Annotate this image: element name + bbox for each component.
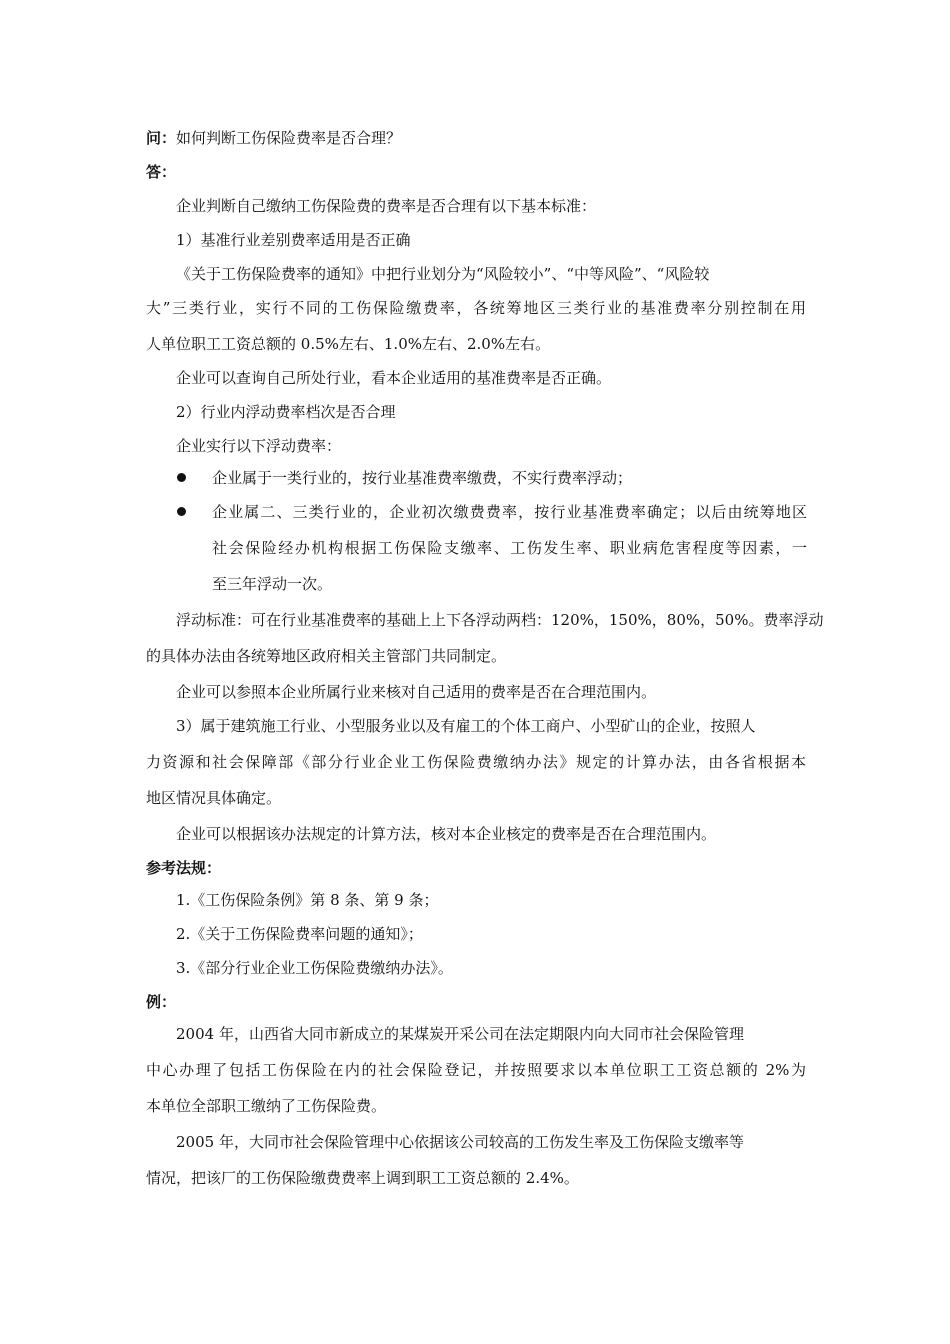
point2-note: 企业可以参照本企业所属行业来核对自己适用的费率是否在合理范围内。 — [176, 683, 657, 701]
point3-line2: 力资源和社会保障部《部分行业企业工伤保险费缴纳办法》规定的计算办法，由各省根据本 — [146, 753, 806, 771]
float-standard-line2: 的具体办法由各统筹地区政府相关主管部门共同制定。 — [146, 647, 507, 665]
point1-title: 1）基准行业差别费率适用是否正确 — [176, 231, 411, 249]
answer-intro: 企业判断自己缴纳工伤保险费的费率是否合理有以下基本标准： — [176, 197, 597, 215]
bullet-icon — [177, 473, 186, 482]
bullet-icon — [177, 507, 186, 516]
references-label: 参考法规： — [146, 859, 222, 877]
example-p1-line1: 2004 年，山西省大同市新成立的某煤炭开采公司在法定期限内向大同市社会保险管理 — [176, 1025, 744, 1043]
point3-note: 企业可以根据该办法规定的计算方法，核对本企业核定的费率是否在合理范围内。 — [176, 825, 717, 843]
reference-item-1: 1.《工伤保险条例》第 8 条、第 9 条； — [176, 891, 439, 909]
point3-line1: 3）属于建筑施工行业、小型服务业以及有雇工的个体工商户、小型矿山的企业，按照人 — [176, 717, 756, 735]
example-p2-line2: 情况，把该厂的工伤保险缴费费率上调到职工工资总额的 2.4%。 — [146, 1169, 579, 1187]
answer-label: 答： — [146, 163, 177, 181]
example-p1-line2: 中心办理了包括工伤保险在内的社会保险登记，并按照要求以本单位职工工资总额的 2%为 — [146, 1061, 806, 1079]
point1-paragraph-line2: 大”三类行业，实行不同的工伤保险缴费率，各统筹地区三类行业的基准费率分别控制在用 — [146, 299, 806, 317]
point3-line3: 地区情况具体确定。 — [146, 789, 282, 807]
reference-item-2: 2.《关于工伤保险费率问题的通知》； — [176, 925, 423, 943]
bullet2-line2: 社会保险经办机构根据工伤保险支缴率、工伤发生率、职业病危害程度等因素，一 — [212, 539, 807, 557]
bullet2-line3: 至三年浮动一次。 — [212, 575, 333, 593]
point1-note: 企业可以查询自己所处行业，看本企业适用的基准费率是否正确。 — [176, 369, 612, 387]
point2-intro: 企业实行以下浮动费率： — [176, 437, 342, 455]
example-label: 例： — [146, 993, 177, 1011]
bullet2-line1: 企业属二、三类行业的，企业初次缴费费率，按行业基准费率确定；以后由统筹地区 — [212, 503, 807, 521]
point1-paragraph-line1: 《关于工伤保险费率的通知》中把行业划分为“风险较小”、“中等风险”、“风险较 — [176, 265, 710, 283]
float-standard-line1: 浮动标准：可在行业基准费率的基础上上下各浮动两档：120%，150%，80%，50%。费率浮动 — [176, 611, 824, 629]
point2-title: 2）行业内浮动费率档次是否合理 — [176, 403, 396, 421]
question-label: 问： — [146, 129, 177, 147]
example-p1-line3: 本单位全部职工缴纳了工伤保险费。 — [146, 1097, 387, 1115]
point1-paragraph-line3: 人单位职工工资总额的 0.5%左右、1.0%左右、2.0%左右。 — [146, 335, 551, 353]
bullet1-text: 企业属于一类行业的，按行业基准费率缴费，不实行费率浮动； — [212, 469, 633, 487]
question-text: 如何判断工伤保险费率是否合理？ — [176, 129, 402, 147]
reference-item-3: 3.《部分行业企业工伤保险费缴纳办法》。 — [176, 959, 453, 977]
question-line — [146, 128, 401, 148]
example-p2-line1: 2005 年，大同市社会保险管理中心依据该公司较高的工伤发生率及工伤保险支缴率等 — [176, 1133, 744, 1151]
